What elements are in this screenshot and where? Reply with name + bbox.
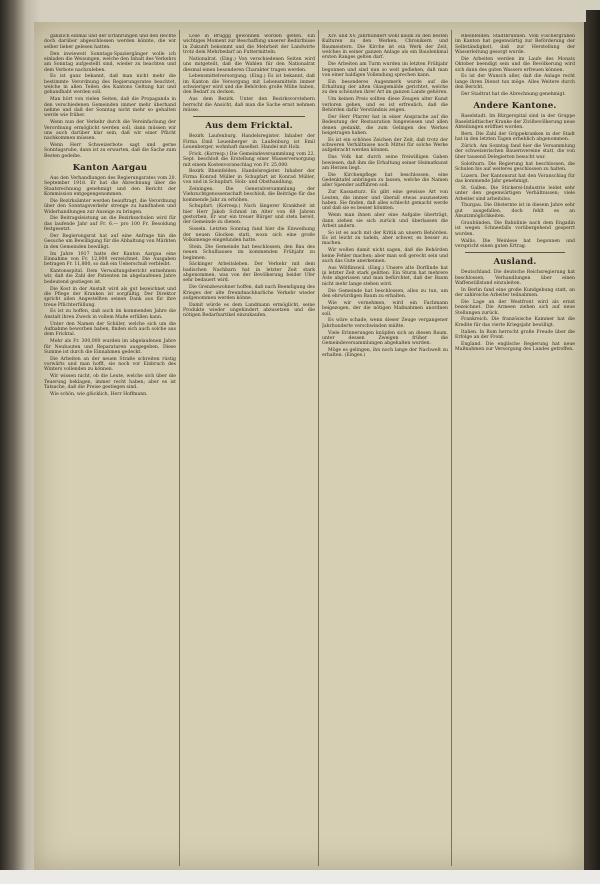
paragraph: Die Grenzbewohner hoffen, daß nach Beendigung des Krieges der alte freundnachbarliche Verkehr wieder aufgenommen werden könne. (183, 285, 315, 301)
paragraph: Man hört von vielen Seiten, daß die Propaganda in den verschiedenen Gemeinden immer mehr überhand nehme und daß der Sonntag nicht mehr so gehalten werde wie früher. (44, 97, 176, 119)
paragraph: Damit würde es dem Landmann ermöglicht, seine Produkte wieder ungehindert abzusetzen und die nötigen Bedarfsartikel einzukaufen. (183, 302, 315, 319)
paragraph: Bezirk Laufenburg. Handelsregister. Inhaber der Firma Emil Leuenberger in Laufenburg ist Emil Leuenberger, wohnhaft daselbst. Handel mit Holz. (183, 134, 315, 150)
paragraph: Die Gemeinde hat beschlossen, alles zu tun, um den ehrwürdigen Baum zu erhalten. (322, 288, 448, 299)
headline-aus-dem-fricktal: Aus dem Fricktal. (205, 121, 293, 132)
paragraph: Nationalrat. (Eing.) Von verschiedenen Seiten wird uns mitgeteilt, daß die Wahlen für den Nationalrat diesmal einen besonderen Charakter tragen werden. (183, 56, 315, 73)
paragraph: Luzern. Der Kantonsrat hat den Voranschlag für das kommende Jahr genehmigt. (455, 173, 575, 185)
paragraph: Säckinger Arbeitsleben. Der Verkehr mit dem badischen Nachbarn hat in letzter Zeit stark abgenommen, was von der Bevölkerung beider Ufer sehr bedauert wird. (183, 262, 315, 284)
paragraph: Mehr als Fr. 300,000 wurden im abgelaufenen Jahre für Neubauten und Reparaturen ausgegeben. Diese Summe ist durch die Einnahmen gedeckt. (44, 339, 176, 355)
paragraph: Der Regierungsrat hat auf eine Anfrage hin die Gesuche um Bewilligung für die Abhaltung von Märkten in den Gemeinden bewilligt. (44, 234, 176, 250)
paragraph: Aus Wölflinswil. (Eing.) Unsere alte Dorflinde hat in letzter Zeit stark gelitten. Ein Sturm hat mehrere Äste abgerissen und man befürchtet, daß der Baum nicht mehr lange stehen wird. (322, 265, 448, 287)
paragraph: Kantonsspital. Dem Verwaltungsbericht entnehmen wir, daß die Zahl der Patienten im abgelaufenen Jahre bedeutend gestiegen ist. (44, 269, 176, 285)
paragraph: Lebensmittelversorgung. (Eing.) Es ist bekannt, daß im Kanton die Versorgung mit Lebensmitteln immer schwieriger wird und die Behörden große Mühe haben, den Bedarf zu decken. (183, 74, 315, 96)
paragraph: Es ist zu hoffen, daß auch im kommenden Jahre die Anstalt ihren Zweck in vollem Maße erfüllen kann. (44, 309, 176, 320)
paragraph: Stein. Die Gemeinde hat beschlossen, den Bau des neuen Schulhauses im kommenden Frühjahr zu beginnen. (183, 244, 315, 261)
paragraph: Baselstadt. Im Bürgerspital sind in der Gruppe Baselstädtischer Kranke der Zivilbevölkerung neue Abteilungen eröffnet worden. (455, 114, 575, 130)
paragraph: Italien. In Rom herrscht große Freude über die Erfolge an der Front. (455, 329, 575, 340)
paragraph: Ein besonderes Augenmerk wurde auf die Erhaltung der alten Glasgemälde gerichtet, welche zu den schönsten ihrer Art im ganzen Lande gehören. (322, 79, 448, 96)
paragraph: Der Stadtrat hat die Abrechnung genehmigt. (461, 91, 566, 97)
paragraph: Die Lage an der Westfront wird als ernst bezeichnet. Die Armeen ziehen sich auf neue Stellungen zurück. (455, 299, 575, 316)
paragraph: Die Arbeiten an der neuen Straße schreiten rüstig vorwärts und man hofft, sie noch vor Einbruch des Winters vollenden zu können. (44, 356, 176, 373)
paragraph: Wenn Herr Schweizerbote sagt und gerne Sonntagsruhe, dann ist zu erwarten, daß die Sache zum Besten gedeihe. (44, 143, 176, 159)
paragraph: gänzlich einmal und der Erfahrungen und den Rechte doch darüber abgeschlossen werden könnte, die wir selber lieber gelesen hatten. (44, 34, 176, 50)
paragraph: Wir wissen nicht, ob die Leute, welche sich über die Teuerung beklagen, immer recht haben; aber es ist Tatsache, daß die Preise gestiegen sind. (44, 374, 176, 390)
headline-kanton-aargau: Kanton Aargau (72, 163, 148, 174)
paragraph: Der Herr Pfarrer hat in einer Ansprache auf die Bedeutung der Restauration hingewiesen und allen denen gedankt, die zum Gelingen des Werkes beigetragen haben. (322, 114, 448, 136)
paragraph: Die Arbeiten werden im Laufe des Monats Oktober beendigt sein und die Bevölkerung wird sich dann des guten Wassers erfreuen können. (455, 56, 575, 73)
column-1 (44, 34, 176, 862)
paragraph: Es wäre schade, wenn dieser Zeuge vergangener Jahrhunderte verschwinden müßte. (322, 318, 448, 329)
scan-margin (0, 870, 600, 884)
paragraph: England. Die englische Regierung hat neue Maßnahmen zur Versorgung des Landes getroffen. (455, 341, 575, 353)
paragraph: Um keinen Preis sollten diese Zeugen alter Kunst verloren gehen, und es ist erfreulich, daß die Behörden dafür Verständnis zeigen. (322, 97, 448, 113)
paragraph: Zürich. Am Sonntag fand hier die Versammlung der schweizerischen Bauernvereine statt, die von über tausend Delegierten besucht war. (455, 144, 575, 160)
headline-andere-kantone: Andere Kantone. (473, 101, 557, 112)
paragraph: Zur Kassasturz. Es gibt eine gewisse Art von Leuten, die immer und überall etwas auszusetzen haben. Sie finden, daß alles schlecht gemacht werde und daß sie es besser könnten. (322, 190, 448, 212)
paragraph: Die Beitragsleistung an die Bezirksschulen wird für das laufende Jahr auf Fr. 6.— pro 100 Fr. Besoldung festgesetzt. (44, 216, 176, 233)
paragraph: Die Arbeiten am Turm wurden im letzten Frühjahr begonnen und sind nun so weit gediehen, daß man von einer baldigen Vollendung sprechen kann. (322, 62, 448, 78)
paragraph: Viele Erinnerungen knüpfen sich an diesen Baum, unter dessen Zweigen früher die Gemeindeversammlungen abgehalten wurden. (322, 330, 448, 347)
paragraph: Bezirk Rheinfelden. Handelsregister. Inhaber der Firma Konrad Müller in Schupfart ist Konrad Müller, von und in Schupfart. Holz- und Obsthandlung. (183, 169, 315, 186)
column-2 (183, 34, 315, 862)
paragraph: In Berlin fand eine große Kundgebung statt, an der zahlreiche Arbeiter teilnahmen. (455, 287, 575, 299)
paragraph: Thurgau. Die Obsternte ist in diesem Jahre sehr gut ausgefallen, doch fehlt es an Absatzmöglichkeiten. (455, 203, 575, 220)
column-rule (318, 30, 319, 866)
column-4 (455, 34, 575, 862)
paragraph: Die Kost in der Anstalt wird als gut bezeichnet und die Pflege der Kranken ist sorgfältig. Der Direktor spricht allen Angestellten seinen Dank aus für ihre treue Pflichterfüllung. (44, 286, 176, 308)
column-rule (451, 30, 452, 866)
paragraph: Frick. (Korresp.) Die Gemeindeversammlung vom 22. Sept. beschloß die Erstellung einer Wasserversorgung mit einem Kostenvoranschlag von Fr. 25,000. (183, 151, 315, 168)
paragraph: Aus dem Bezirk. Unter den Bezirksvorstehern herrscht die Ansicht, daß man die Sache ernst nehmen müsse. (183, 97, 315, 113)
paragraph: Möge es gelingen, ihn noch lange der Nachwelt zu erhalten. (Einges.) (322, 348, 448, 359)
paragraph: Frankreich. Die französische Kammer hat die Kredite für das vierte Kriegsjahr bewilligt. (455, 317, 575, 328)
section-divider (193, 116, 305, 117)
paragraph: Den inwieweit Sonntags-Spaziergänger wolle ich einladen die Weisungen, welche den Inhalt des Verkehrs am Sonntag aufgestellt sind, wieder zu beachten und dem Verbote nachzuleben. (44, 51, 176, 73)
paragraph: Es ist ein schönes Zeichen der Zeit, daß trotz der schweren Verhältnisse noch Mittel für solche Werke aufgebracht werden können. (322, 137, 448, 154)
paragraph: Solothurn. Die Regierung hat beschlossen, die Schulen bis auf weiteres geschlossen zu halten. (455, 161, 575, 172)
paragraph: Es ist ganz bekannt, daß man nicht mehr die bestimmte Verordnung des Regierungsrates beachtet, welche in allen Teilen des Kantons Geltung hat und gehandhabt werden soll. (44, 74, 176, 96)
paragraph: Sisseln. Letzten Sonntag fand hier die Einweihung der neuen Glocken statt, wozu sich eine große Volksmenge eingefunden hatte. (183, 227, 315, 243)
paragraph: Deutschland. Die deutsche Reichsregierung hat beschlossen, Verhandlungen über einen Waffenstillstand einzuleiten. (455, 270, 575, 286)
page-edge (586, 10, 600, 880)
paragraph: Rheinfelden. Stadtbrunnen. Vom Fischergraben im Kanton hat gegenwärtig zur Beförderung der Selbständigkeit, daß zur Herstellung der Wasserleitung gesorgt wurde. (455, 34, 575, 56)
headline-ausland: Ausland. (493, 257, 537, 268)
paragraph: Die Kirchenpflege hat beschlossen, eine Gedenktafel anbringen zu lassen, welche die Namen aller Spender aufführen soll. (322, 172, 448, 189)
paragraph: Wallis. Die Weinlese hat begonnen und verspricht einen guten Ertrag. (455, 238, 575, 249)
paragraph: Lose in Bruggg gewonnen worden gelten. Ein wichtiges Moment zur Beschaffung unserer Bedürfnisse in Zukunft bekommt und die Mehrheit der Landwirte trotz dem Mehrbedarf an Futtermitteln. (183, 34, 315, 56)
paragraph: Aus den Verhandlungen des Regierungsrates vom 20. September 1918. Er hat die Abrechnung über die Staatsrechnung genehmigt und den Bericht der Kommission entgegengenommen. (44, 176, 176, 198)
paragraph: Graubünden. Die Bahnlinie nach dem Engadin ist wegen Schneefalls vorübergehend gesperrt worden. (455, 220, 575, 237)
paragraph: Wir wollen damit nicht sagen, daß die Behörden keine Fehler machen; aber man soll gerecht sein und auch das Gute anerkennen. (322, 248, 448, 264)
paragraph: Wenn man ihnen aber eine Aufgabe überträgt, dann ziehen sie sich zurück und überlassen die Arbeit andern. (322, 213, 448, 229)
column-rule (179, 30, 180, 866)
paragraph: Wie schön, wie glücklich, Herr Hoffmann. (50, 391, 148, 397)
paragraph: XIV. und XV. Jahrhundert wohl kaum zu den besten Kulturen zu den Werken, Chronikern und Baumeistern. Die Kirche ist ein Werk der Zeit, welches in seiner ganzen Anlage als ein Baudenkmal ersten Ranges gelten darf. (322, 34, 448, 61)
paragraph: St. Gallen. Die Stickerei-Industrie leidet sehr unter den gegenwärtigen Verhältnissen; viele Arbeiter sind arbeitslos. (455, 185, 575, 202)
paragraph: Wenn nun der Verkehr durch die Vereinfachung der Verordnung ermöglicht werden soll, dann müssen wir uns auch darüber klar sein, daß wir einer Pflicht nachkommen müssen. (44, 120, 176, 142)
paragraph: Wie wir vernehmen, wird ein Fachmann beigezogen, der die nötigen Maßnahmen anordnen soll. (322, 300, 448, 317)
paragraph: So ist es auch mit der Kritik an unsern Behörden. Es ist leicht zu tadeln, aber schwer, es besser zu machen. (322, 230, 448, 247)
paragraph: Zeiningen. Die Generalversammlung der Viehzuchtgenossenschaft beschloß, die Beiträge für das kommende Jahr zu erhöhen. (183, 186, 315, 203)
section-divider (465, 252, 565, 253)
column-3 (322, 34, 448, 862)
paragraph: Die Bezirksämter werden beauftragt, die Verordnung über den Sonntagsverkehr strenge zu handhaben und Widerhandlungen zur Anzeige zu bringen. (44, 198, 176, 215)
paragraph: Unter den Namen der Schüler, welche sich um die Aufnahme beworben haben, finden sich auch solche aus dem Fricktal. (44, 321, 176, 338)
paragraph: Bern. Die Zahl der Grippekranken in der Stadt hat in den letzten Tagen erheblich abgenommen. (455, 131, 575, 143)
paragraph: Schupfart. (Korresp.) Nach längerer Krankheit ist hier Herr Jakob Schmid im Alter von 68 Jahren gestorben. Er war ein treuer Bürger und stets bereit, der Gemeinde zu dienen. (183, 204, 315, 226)
paragraph: Im Jahre 1917 hatte der Kanton Aargau eine Einnahme von Fr. 12,000 verzeichnet. Die Ausgaben betragen Fr. 11,800, so daß ein Ueberschuß verbleibt. (44, 251, 176, 268)
paragraph: Das Volk hat durch seine freiwilligen Gaben bewiesen, daß ihm die Erhaltung seiner Heimatkunst am Herzen liegt. (322, 155, 448, 171)
paragraph: Es ist der Wunsch aller, daß die Anlage recht lange ihren Dienst tun möge. Alles Weitere durch den Bericht. (455, 74, 575, 91)
